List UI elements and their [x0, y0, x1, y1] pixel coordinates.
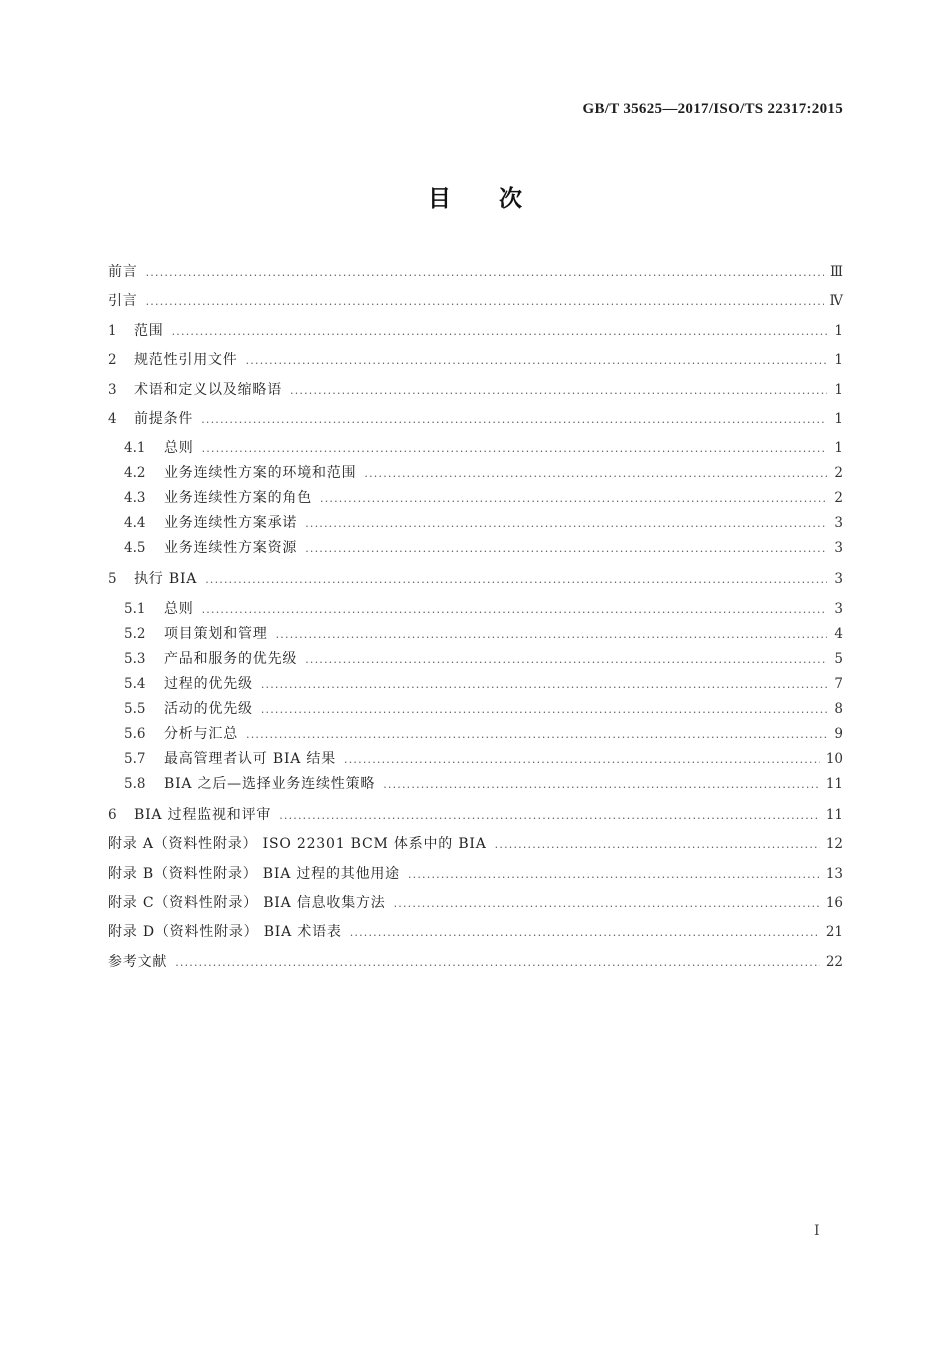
- toc-entry-page: 5: [834, 650, 843, 667]
- toc-dot-leader: [146, 258, 824, 287]
- toc-entry-label: 最高管理者认可 BIA 结果: [164, 750, 337, 767]
- toc-entry[interactable]: [108, 565, 843, 594]
- toc-entry[interactable]: [108, 287, 843, 316]
- toc-entry-number: 3: [108, 381, 117, 398]
- toc-dot-leader: [350, 918, 820, 947]
- toc-dot-leader: [320, 486, 827, 511]
- toc-entry[interactable]: [108, 860, 843, 889]
- toc-entry-page: 1: [834, 381, 843, 398]
- toc-entry-number: 4.2: [124, 465, 146, 482]
- toc-entry-number: 5.7: [124, 750, 146, 767]
- toc-entry-page: 7: [834, 675, 843, 692]
- toc-entry-label: 附录 C（资料性附录） BIA 信息收集方法: [108, 894, 386, 911]
- toc-entry-page: 1: [834, 352, 843, 369]
- toc-dot-leader: [146, 287, 824, 316]
- toc-entry-label: 前提条件: [134, 410, 194, 427]
- toc-entry[interactable]: [108, 317, 843, 346]
- toc-entry[interactable]: [108, 622, 843, 647]
- toc-entry-label: 产品和服务的优先级: [164, 650, 298, 667]
- toc-entry[interactable]: [108, 830, 843, 859]
- toc-entry[interactable]: [108, 486, 843, 511]
- toc-entry-label: BIA 之后—选择业务连续性策略: [164, 775, 376, 792]
- toc-dot-leader: [279, 801, 820, 830]
- toc-entry-label: 引言: [108, 293, 138, 310]
- toc-entry-label: BIA 过程监视和评审: [134, 806, 272, 823]
- toc-entry-label: 参考文献: [108, 953, 168, 970]
- toc-entry[interactable]: [108, 461, 843, 486]
- toc-dot-leader: [276, 622, 827, 647]
- toc-entry-page: 11: [825, 775, 843, 792]
- toc-entry-number: 5.3: [124, 650, 146, 667]
- toc-entry-label: 范围: [134, 322, 164, 339]
- toc-entry[interactable]: [108, 672, 843, 697]
- toc-entry-label: 术语和定义以及缩略语: [134, 381, 282, 398]
- toc-entry[interactable]: [108, 536, 843, 561]
- toc-entry-page: Ⅲ: [829, 264, 843, 280]
- toc-entry-label: 规范性引用文件: [134, 352, 238, 369]
- toc-entry-label: 总则: [164, 600, 194, 617]
- toc-entry-label: 附录 D（资料性附录） BIA 术语表: [108, 924, 342, 941]
- toc-entry-page: 9: [834, 725, 843, 742]
- toc-entry-number: 6: [108, 806, 117, 823]
- toc-dot-leader: [290, 376, 827, 405]
- toc-entry-number: 4.4: [124, 515, 146, 532]
- toc-entry[interactable]: [108, 376, 843, 405]
- toc-entry-label: 业务连续性方案的环境和范围: [164, 465, 357, 482]
- toc-entry-number: 5.4: [124, 675, 146, 692]
- page-number: I: [814, 1223, 820, 1239]
- toc-entry-label: 项目策划和管理: [164, 625, 268, 642]
- toc-entry-number: 1: [108, 322, 117, 339]
- toc-entry-page: 10: [825, 750, 843, 767]
- toc-entry[interactable]: [108, 511, 843, 536]
- toc-entry[interactable]: [108, 436, 843, 461]
- toc-entry-label: 业务连续性方案资源: [164, 540, 298, 557]
- toc-entry-number: 2: [108, 352, 117, 369]
- toc-entry-number: 5.5: [124, 700, 146, 717]
- toc-entry-number: 4.1: [124, 440, 146, 457]
- toc-entry-label: 附录 B（资料性附录） BIA 过程的其他用途: [108, 865, 400, 882]
- toc-entry-label: 分析与汇总: [164, 725, 238, 742]
- toc-entry[interactable]: [108, 889, 843, 918]
- toc-entry[interactable]: [108, 405, 843, 434]
- toc-entry-number: 5.2: [124, 625, 146, 642]
- page-title: 目次: [428, 186, 570, 212]
- toc-entry-label: 附录 A（资料性附录） ISO 22301 BCM 体系中的 BIA: [108, 836, 487, 853]
- toc-entry[interactable]: [108, 918, 843, 947]
- toc-entry[interactable]: [108, 772, 843, 797]
- toc-dot-leader: [202, 436, 827, 461]
- toc-entry[interactable]: [108, 801, 843, 830]
- toc-entry[interactable]: [108, 722, 843, 747]
- toc-entry[interactable]: [108, 258, 843, 287]
- toc-entry-page: Ⅳ: [829, 293, 843, 310]
- toc-entry-number: 5.1: [124, 600, 146, 617]
- toc-dot-leader: [172, 317, 827, 346]
- standard-number: GB/T 35625—2017/ISO/TS 22317:2015: [582, 101, 843, 117]
- toc-entry-page: 1: [834, 440, 843, 457]
- toc-entry-number: 5: [108, 571, 117, 588]
- toc-dot-leader: [364, 461, 827, 486]
- toc-dot-leader: [383, 772, 820, 797]
- toc-entry[interactable]: [108, 697, 843, 722]
- toc-entry-page: 1: [834, 322, 843, 339]
- toc-entry-page: 16: [825, 894, 843, 911]
- toc-dot-leader: [408, 860, 820, 889]
- toc-dot-leader: [205, 565, 827, 594]
- toc-entry[interactable]: [108, 647, 843, 672]
- toc-entry-page: 2: [834, 490, 843, 507]
- toc-dot-leader: [246, 346, 827, 375]
- toc-dot-leader: [202, 597, 827, 622]
- toc-dot-leader: [305, 647, 827, 672]
- toc-entry-page: 2: [834, 465, 843, 482]
- toc-entry[interactable]: [108, 597, 843, 622]
- toc-entry[interactable]: [108, 747, 843, 772]
- toc-entry-page: 3: [834, 540, 843, 557]
- toc-dot-leader: [305, 511, 827, 536]
- toc-entry-page: 22: [825, 953, 843, 970]
- toc-dot-leader: [261, 672, 827, 697]
- toc-dot-leader: [394, 889, 820, 918]
- toc-entry-page: 21: [825, 924, 843, 941]
- toc-entry-label: 业务连续性方案的角色: [164, 490, 312, 507]
- toc-dot-leader: [305, 536, 827, 561]
- toc-entry-page: 4: [834, 625, 843, 642]
- toc-dot-leader: [201, 405, 827, 434]
- toc-entry-page: 12: [825, 836, 843, 853]
- toc-entry-page: 1: [834, 410, 843, 427]
- toc-entry-page: 3: [834, 600, 843, 617]
- toc-entry-number: 5.8: [124, 775, 146, 792]
- toc-entry-label: 业务连续性方案承诺: [164, 515, 298, 532]
- toc-dot-leader: [246, 722, 827, 747]
- toc-entry-number: 4.3: [124, 490, 146, 507]
- toc-dot-leader: [495, 830, 820, 859]
- toc-entry-page: 3: [834, 571, 843, 588]
- toc-entry-label: 前言: [108, 264, 138, 280]
- toc-entry[interactable]: [108, 346, 843, 375]
- toc-entry-number: 5.6: [124, 725, 146, 742]
- toc-entry-label: 执行 BIA: [134, 571, 198, 588]
- toc-dot-leader: [344, 747, 820, 772]
- toc-entry-label: 活动的优先级: [164, 700, 253, 717]
- toc-dot-leader: [261, 697, 827, 722]
- toc-entry-page: 11: [825, 806, 843, 823]
- toc-entry-number: 4.5: [124, 540, 146, 557]
- toc-entry-label: 过程的优先级: [164, 675, 253, 692]
- toc-entry-number: 4: [108, 410, 117, 427]
- table-of-contents: [108, 258, 843, 977]
- toc-entry-page: 3: [834, 515, 843, 532]
- toc-entry-label: 总则: [164, 440, 194, 457]
- toc-dot-leader: [175, 948, 820, 977]
- toc-entry-page: 13: [825, 865, 843, 882]
- toc-entry-page: 8: [834, 700, 843, 717]
- toc-entry[interactable]: [108, 948, 843, 977]
